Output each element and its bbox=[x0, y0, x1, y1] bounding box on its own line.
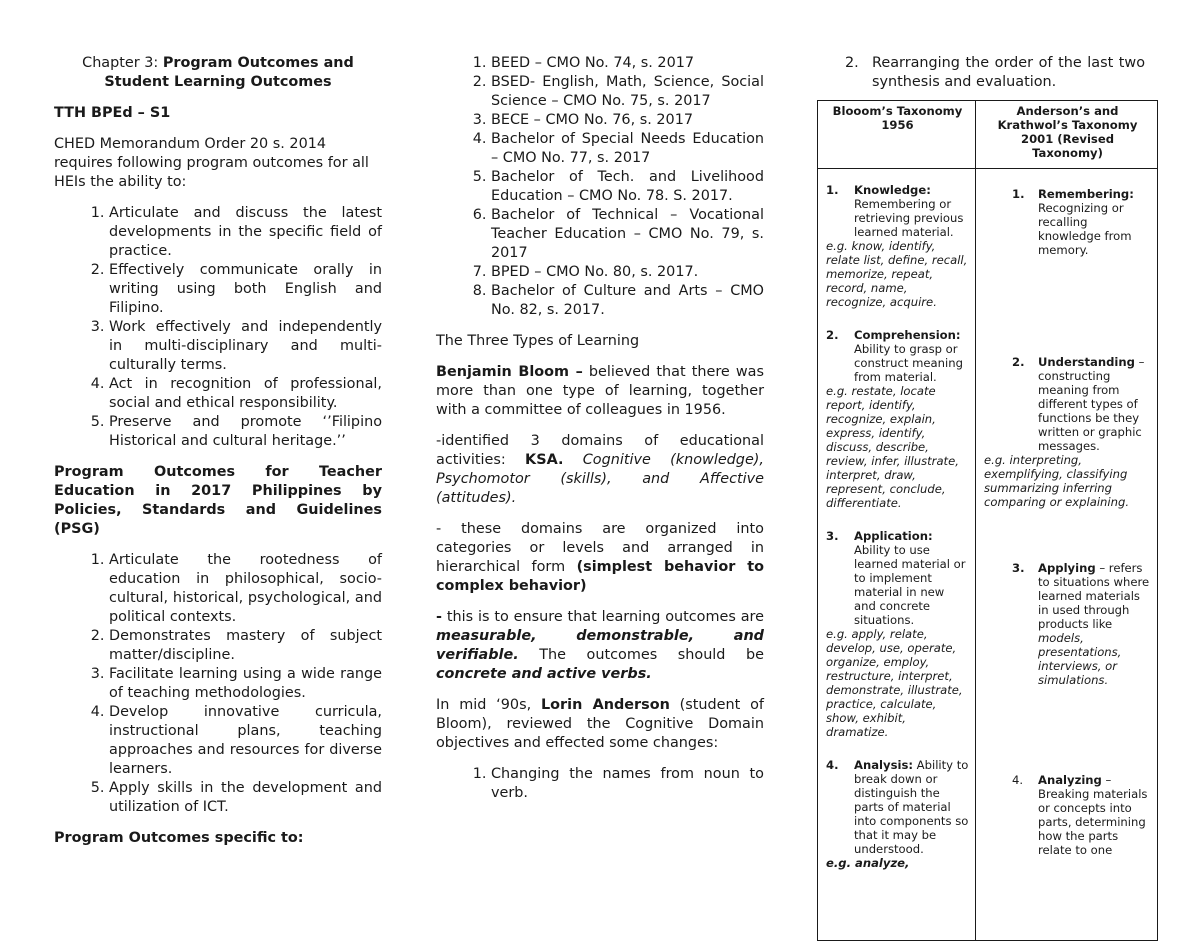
list-item: 8. Bachelor of Culture and Arts – CMO No. 82, s. 2017. bbox=[491, 282, 764, 320]
bloom-header: Blooom’s Taxonomy 1956 bbox=[818, 101, 976, 169]
list-item: 7. BPED – CMO No. 80, s. 2017. bbox=[491, 263, 764, 282]
column-3 bbox=[817, 54, 1171, 941]
chapter-title: Chapter 3: Program Outcomes and Student Learning Outcomes bbox=[82, 55, 354, 90]
teacher-outcomes-list bbox=[54, 551, 382, 817]
domains-paragraph: -identified 3 domains of educational activities: KSA. Cognitive (knowledge), Psychomotor (skills), and Affective (attitudes). bbox=[436, 433, 764, 506]
list-item: 5. Preserve and promote ‘’Filipino Historical and cultural heritage.’’ bbox=[109, 413, 382, 451]
table-row bbox=[818, 169, 1158, 941]
organized-paragraph: - these domains are organized into categories or levels and arranged in hierarchical form (simplest behavior to complex behavior) bbox=[436, 521, 764, 594]
list-item: 1. Changing the names from noun to verb. bbox=[491, 765, 764, 803]
specific-heading: Program Outcomes specific to: bbox=[54, 830, 304, 846]
revised-level: 3. Applying – refers to situations where learned materials in used through products like models, presentations, interviews, or simulations. bbox=[1012, 561, 1150, 687]
teacher-education-heading: Program Outcomes for Teacher Education in 2017 Philippines by Policies, Standards and Guidelines (PSG) bbox=[54, 464, 382, 537]
list-item: 4. Develop innovative curricula, instructional plans, teaching approaches and resources for diverse learners. bbox=[109, 703, 382, 779]
course-code: TTH BPEd – S1 bbox=[54, 105, 171, 121]
column-2 bbox=[436, 54, 764, 815]
list-item: 2. Demonstrates mastery of subject matter/discipline. bbox=[109, 627, 382, 665]
bloom-level: 1. Knowledge: Remembering or retrieving previous learned material. bbox=[826, 183, 964, 239]
revised-header: Anderson’s and Krathwol’s Taxonomy 2001 (Revised Taxonomy) bbox=[976, 101, 1158, 169]
bloom-column: 1. Knowledge: Remembering or retrieving previous learned material. e.g. know, identify, relate list, define, recall, memorize, repeat, record, name, recognize, acquire. 2. Comprehension: Ability to grasp or construct meaning from material. e.g. restate, locate report, identify, recognize, explain, express, identify, discuss, describe, review, infer, illustrate, interpret, draw, represent, conclude, differentiate. 3. Application: Ability to use learned material or to implement material in new and concrete situations. e.g. apply, relate, develop, use, operate, organize, employ, restructure, interpret, demonstrate, illustrate, practice, calculate, show, exhibit, dramatize. 4. Analysis: Ability to break down or distinguish the parts of material into components so that it may be understood. e.g. analyze, bbox=[818, 169, 976, 941]
list-item: 2. Effectively communicate orally in writing using both English and Filipino. bbox=[109, 261, 382, 318]
ched-outcomes-list bbox=[54, 204, 382, 451]
revised-level: 1. Remembering: Recognizing or recalling knowledge from memory. bbox=[1012, 187, 1134, 257]
list-item: 3. Work effectively and independently in multi-disciplinary and multi-culturally terms. bbox=[109, 318, 382, 375]
list-item: 4. Act in recognition of professional, social and ethical responsibility. bbox=[109, 375, 382, 413]
bloom-level: 3. Application: Ability to use learned material or to implement material in new and concrete situations. bbox=[826, 529, 966, 627]
list-item: 4. Bachelor of Special Needs Education – CMO No. 77, s. 2017 bbox=[491, 130, 764, 168]
programs-list bbox=[436, 54, 764, 320]
taxonomy-table bbox=[817, 100, 1158, 941]
list-item: 1. Articulate and discuss the latest developments in the specific field of practice. bbox=[109, 204, 382, 261]
ched-intro: CHED Memorandum Order 20 s. 2014 requires following program outcomes for all HEIs the ability to: bbox=[54, 136, 369, 190]
list-item: 1. BEED – CMO No. 74, s. 2017 bbox=[491, 54, 764, 73]
table-header-row bbox=[818, 101, 1158, 169]
anderson-paragraph: In mid ‘90s, Lorin Anderson (student of Bloom), reviewed the Cognitive Domain objectives and effected some changes: bbox=[436, 697, 764, 751]
three-types-heading: The Three Types of Learning bbox=[436, 333, 640, 349]
revised-column: 1. Remembering: Recognizing or recalling knowledge from memory. 2. Understanding – constructing meaning from different types of functions be they written or graphic messages. e.g. interpreting, exemplifying, classifying summarizing inferring comparing or explaining. 3. Applying – refers to situations where learned materials in used through products like models, presentations, interviews, or simulations. 4. Analyzing – Breaking materials or concepts into parts, determining how the parts relate to one bbox=[976, 169, 1158, 941]
bloom-level: 4. Analysis: Ability to break down or distinguish the parts of material into components so that it may be understood. bbox=[826, 758, 969, 856]
list-item: 5. Bachelor of Tech. and Livelihood Education – CMO No. 78. S. 2017. bbox=[491, 168, 764, 206]
list-item: 6. Bachelor of Technical – Vocational Teacher Education – CMO No. 79, s. 2017 bbox=[491, 206, 764, 263]
changes-list bbox=[436, 765, 764, 803]
change-item-2: 2. Rearranging the order of the last two synthesis and evaluation. bbox=[845, 55, 1145, 90]
bloom-level: 2. Comprehension: Ability to grasp or construct meaning from material. bbox=[826, 328, 963, 384]
revised-level: 2. Understanding – constructing meaning from different types of functions be they written or graphic messages. bbox=[1012, 355, 1145, 453]
column-1 bbox=[54, 54, 382, 860]
list-item: 3. BECE – CMO No. 76, s. 2017 bbox=[491, 111, 764, 130]
bloom-paragraph: Benjamin Bloom – believed that there was more than one type of learning, together with a committee of colleagues in 1956. bbox=[436, 364, 764, 418]
list-item: 3. Facilitate learning using a wide range of teaching methodologies. bbox=[109, 665, 382, 703]
revised-level: 4. Analyzing – Breaking materials or concepts into parts, determining how the parts relate to one bbox=[1012, 773, 1148, 857]
list-item: 2. BSED- English, Math, Science, Social Science – CMO No. 75, s. 2017 bbox=[491, 73, 764, 111]
ensure-paragraph: - this is to ensure that learning outcomes are measurable, demonstrable, and verifiable. The outcomes should be concrete and active verbs. bbox=[436, 609, 764, 682]
list-item: 1. Articulate the rootedness of education in philosophical, socio-cultural, historical, psychological, and political contexts. bbox=[109, 551, 382, 627]
list-item: 5. Apply skills in the development and utilization of ICT. bbox=[109, 779, 382, 817]
